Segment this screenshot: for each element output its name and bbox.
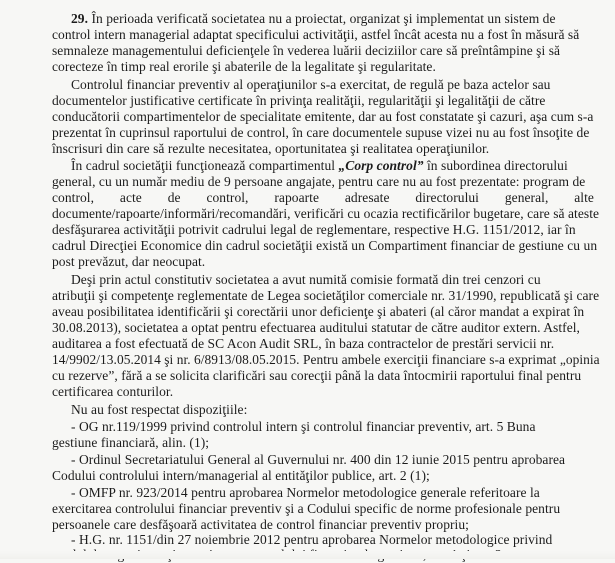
paragraph-2-line-1: Controlul financiar preventiv al operaţiunilor s-a exercitat, de regulă pe baza actelor sau xyxy=(71,77,551,92)
paragraph-3-line-7: post prevăzut, dar neocupat. xyxy=(52,254,206,269)
word: control, xyxy=(206,190,249,205)
paragraph-4-line-6: 14/9902/13.05.2014 şi nr. 6/8913/08.05.2015. Pentru ambele exerciţii financiare s-a exprimat „opinia xyxy=(52,352,600,367)
word: control, xyxy=(52,190,95,205)
paragraph-1-line-1 xyxy=(71,11,593,27)
paragraph-3-line-1 xyxy=(71,158,568,174)
word: adresate xyxy=(344,190,390,205)
word: rapoarte xyxy=(274,190,319,205)
text-run: în subordinea directorului xyxy=(423,158,568,173)
text-run: În cadrul societăţii funcţionează compartimentul xyxy=(71,158,339,173)
provision-2-line-1: - Ordinul Secretariatului General al Guvernului nr. 400 din 12 iunie 2015 pentru aprobarea xyxy=(71,452,566,467)
paragraph-2-line-4: prezentat în cuprinsul raportului de control, în care documentele supuse vizei nu au fost însoţite de xyxy=(52,125,590,140)
word: general, xyxy=(504,190,549,205)
provision-4-line-1: - H.G. nr. 1151/din 27 noiembrie 2012 pentru aprobarea Normelor metodologice privind xyxy=(71,532,553,547)
paragraph-1-line-2: control intern managerial adaptat specificului activităţii, astfel încât acesta nu a fost în măsură să xyxy=(52,27,580,42)
item-number: 29. xyxy=(71,11,89,26)
paragraph-4-line-2: atribuţii şi competenţe reglementate de Legea societăţilor comerciale nr. 31/1990, republicată şi care xyxy=(52,288,600,303)
page-edge xyxy=(0,551,615,559)
provision-1-line-1: - OG nr.119/1999 privind controlul intern şi controlul financiar preventiv, art. 5 Buna xyxy=(71,419,536,434)
paragraph-4-line-1: Deşi prin actul constitutiv societatea a avut numită comisie formată din trei cenzori cu xyxy=(71,272,541,287)
word: alte xyxy=(574,190,594,205)
word: directorului xyxy=(415,190,479,205)
paragraph-2-line-2: documentelor justificative certificate în privinţa realităţii, regularităţii şi legalităţii de către xyxy=(52,93,546,108)
paragraph-3-line-6: cadrul Direcţiei Economice din cadrul societăţii există un Compartiment financiar de gestiune cu un xyxy=(52,238,598,253)
paragraph-2-line-5: înscrisuri din care să rezulte necesitatea, oportunitatea şi realitatea operaţiunilor. xyxy=(52,141,490,156)
provision-1-line-2: gestiune financiară, alin. (1); xyxy=(52,435,210,450)
paragraph-4-line-4: 30.08.2013), societatea a optat pentru efectuarea auditului statutar de către auditor extern. Astfel, xyxy=(52,320,580,335)
paragraph-4-line-3: aveau posibilitatea identificării şi corectării unor deficienţe şi abateri (al căror mandat a expirat în xyxy=(52,304,585,319)
provision-3-line-1: - OMFP nr. 923/2014 pentru aprobarea Normelor metodologice generale referitoare la xyxy=(71,485,540,500)
paragraph-3-line-4: documente/rapoarte/informări/recomandări, verificări cu ocazia rectificărilor bugetare, care să ateste xyxy=(52,206,600,221)
paragraph-4-line-7: cu rezerve”, fără a se solicita clarificări sau corecţii până la data întocmirii raportului final pentru xyxy=(52,368,582,383)
paragraph-4-line-8: certificarea conturilor. xyxy=(52,384,174,399)
paragraph-4-line-5: auditarea a fost efectuată de SC Acon Audit SRL, în baza contractelor de prestări servicii nr. xyxy=(52,336,555,351)
provision-3-line-3: persoanele care desfăşoară activitatea de control financiar preventiv propriu; xyxy=(52,517,469,532)
paragraph-2-line-3: conducătorii compartimentelor de specialitate emitente, dar au fost constatate şi cazuri, aşa cum s-a xyxy=(52,109,594,124)
word: acte xyxy=(119,190,142,205)
paragraph-3-line-2: general, cu un număr mediu de 9 persoane angajate, pentru care nu au fost prezentate: program de xyxy=(52,174,586,189)
provisions-intro: Nu au fost respectat dispoziţiile: xyxy=(71,402,248,417)
provision-2-line-2: Codului controlului intern/managerial al entităţilor publice, art. 2 (1); xyxy=(52,468,430,483)
paragraph-1-line-4: corecteze în timp real erorile şi abaterile de la legalitate şi regularitate. xyxy=(52,59,436,74)
paragraph-1-line-3: semnaleze managementului deficienţele în vederea luării deciziilor care să preîntâmpine şi să xyxy=(52,43,561,58)
paragraph-3-line-3 xyxy=(52,190,594,206)
paragraph-3-line-5: desfăşurarea activităţii potrivit cadrului legal de reglementare, respective H.G. 1151/2012, iar în xyxy=(52,222,576,237)
department-name: „Corp control” xyxy=(338,158,424,173)
text-run: În perioada verificată societatea nu a proiectat, organizat şi implementat un sistem de xyxy=(91,11,556,26)
word: de xyxy=(167,190,181,205)
provision-3-line-2: exercitarea controlului financiar preventiv şi a Codului specific de norme profesionale pentru xyxy=(52,501,561,516)
